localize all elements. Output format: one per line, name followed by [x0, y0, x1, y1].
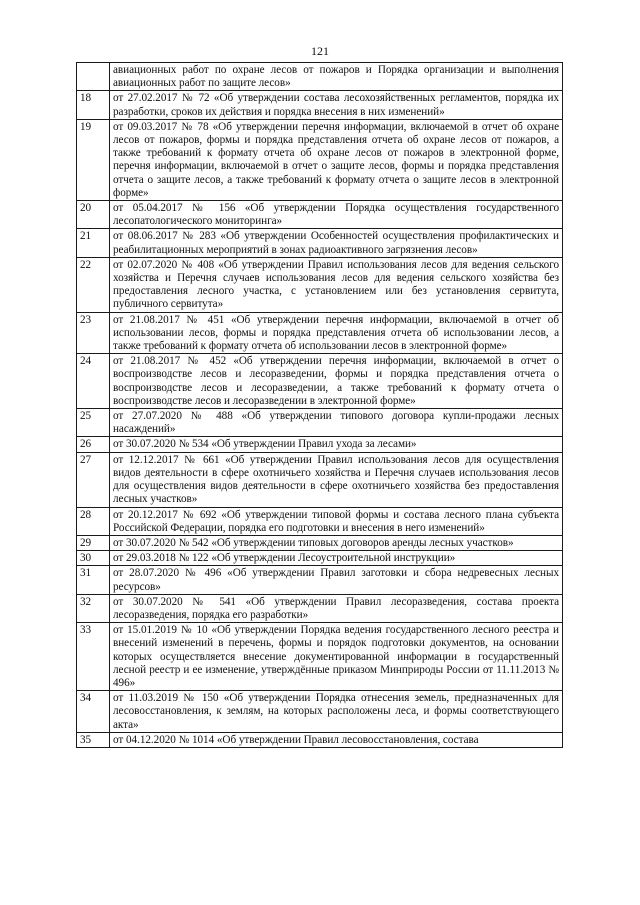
table-row [77, 409, 563, 437]
table-row [77, 91, 563, 119]
table-row [77, 452, 563, 507]
row-number: 30 [77, 551, 110, 566]
row-text: от 08.06.2017 № 283 «Об утверждении Особенностей осуществления профилактических и реабилитационных мероприятий в зонах радиоактивного загрязнения лесов» [110, 229, 563, 257]
row-text: от 15.01.2019 № 10 «Об утверждении Порядка ведения государственного лесного реестра и внесений изменений в перечень, формы и порядок подготовки документов, на основании которых осуществляется внесение документированной информации в государственный лесной реестр и ее изменение, утверждённые приказом Минприроды России от 11.11.2013 № 496» [110, 623, 563, 691]
table-row [77, 257, 563, 312]
row-number: 20 [77, 201, 110, 229]
row-text: от 04.12.2020 № 1014 «Об утверждении Правил лесовосстановления, состава [110, 732, 563, 747]
row-text: от 05.04.2017 № 156 «Об утверждении Порядка осуществления государственного лесопатологического мониторинга» [110, 201, 563, 229]
row-number: 32 [77, 594, 110, 622]
table-row [77, 229, 563, 257]
row-number: 24 [77, 354, 110, 409]
table-row [77, 437, 563, 452]
row-number: 28 [77, 507, 110, 535]
table-row [77, 201, 563, 229]
row-text: от 21.08.2017 № 452 «Об утверждении перечня информации, включаемой в отчет о воспроизводстве лесов и лесоразведении, формы и порядка представления отчета о воспроизводстве лесов и лесоразведении, а также требований к формату отчета о воспроизводстве лесов и лесоразведении в электронной форме» [110, 354, 563, 409]
table-row [77, 566, 563, 594]
row-number: 27 [77, 452, 110, 507]
row-text: от 28.07.2020 № 496 «Об утверждении Правил заготовки и сбора недревесных лесных ресурсов» [110, 566, 563, 594]
row-number: 19 [77, 119, 110, 200]
row-text: от 09.03.2017 № 78 «Об утверждении перечня информации, включаемой в отчет об охране лесов от пожаров, формы и порядка представления отчета об охране лесов от пожаров, а также требований к формату отчета об охране лесов от пожаров в электронной форме, перечня информации, включаемой в отчет о защите лесов, формы и порядка представления отчета о защите лесов, а также требований к формату отчета о защите лесов в электронной форме» [110, 119, 563, 200]
table-row [77, 312, 563, 354]
row-text: от 11.03.2019 № 150 «Об утверждении Порядка отнесения земель, предназначенных для лесовосстановления, к землям, на которых расположены леса, и формы соответствующего акта» [110, 691, 563, 733]
row-number: 34 [77, 691, 110, 733]
row-text: от 30.07.2020 № 534 «Об утверждении Правил ухода за лесами» [110, 437, 563, 452]
row-number: 23 [77, 312, 110, 354]
row-number [77, 63, 110, 91]
table-row [77, 535, 563, 550]
row-text: от 27.07.2020 № 488 «Об утверждении типового договора купли-продажи лесных насаждений» [110, 409, 563, 437]
row-number: 35 [77, 732, 110, 747]
row-number: 22 [77, 257, 110, 312]
row-number: 18 [77, 91, 110, 119]
table-row [77, 594, 563, 622]
table-row [77, 119, 563, 200]
row-text: от 21.08.2017 № 451 «Об утверждении перечня информации, включаемой в отчет об использовании лесов, формы и порядка представления отчета об использовании лесов, а также требований к формату отчета об использовании лесов в электронной форме» [110, 312, 563, 354]
row-text: от 30.07.2020 № 542 «Об утверждении типовых договоров аренды лесных участков» [110, 535, 563, 550]
row-number: 31 [77, 566, 110, 594]
page-number: 121 [311, 44, 329, 58]
row-text: от 20.12.2017 № 692 «Об утверждении типовой формы и состава лесного плана субъекта Российской Федерации, порядка его подготовки и внесения в него изменений» [110, 507, 563, 535]
row-number: 33 [77, 623, 110, 691]
row-text: от 30.07.2020 № 541 «Об утверждении Правил лесоразведения, состава проекта лесоразведения, порядка его разработки» [110, 594, 563, 622]
row-text: от 12.12.2017 № 661 «Об утверждении Правил использования лесов для осуществления видов деятельности в сфере охотничьего хозяйства и Перечня случаев использования лесов для осуществления видов деятельности в сфере охотничьего хозяйства без предоставления лесных участков» [110, 452, 563, 507]
table-row [77, 63, 563, 91]
row-number: 21 [77, 229, 110, 257]
row-text: от 27.02.2017 № 72 «Об утверждении состава лесохозяйственных регламентов, порядка их разработки, сроков их действия и порядка внесения в них изменений» [110, 91, 563, 119]
row-text: от 02.07.2020 № 408 «Об утверждении Правил использования лесов для ведения сельского хозяйства и Перечня случаев использования лесов для ведения сельского хозяйства без предоставления лесного участка, с установлением или без установления сервитута, публичного сервитута» [110, 257, 563, 312]
table-row [77, 732, 563, 747]
table-row [77, 691, 563, 733]
table-row [77, 551, 563, 566]
row-text: от 29.03.2018 № 122 «Об утверждении Лесоустроительной инструкции» [110, 551, 563, 566]
row-number: 25 [77, 409, 110, 437]
row-number: 26 [77, 437, 110, 452]
table-row [77, 507, 563, 535]
row-text: авиационных работ по охране лесов от пожаров и Порядка организации и выполнения авиационных работ по защите лесов» [110, 63, 563, 91]
row-number: 29 [77, 535, 110, 550]
orders-table [76, 62, 563, 748]
table-row [77, 623, 563, 691]
table-body [77, 63, 563, 748]
table-row [77, 354, 563, 409]
